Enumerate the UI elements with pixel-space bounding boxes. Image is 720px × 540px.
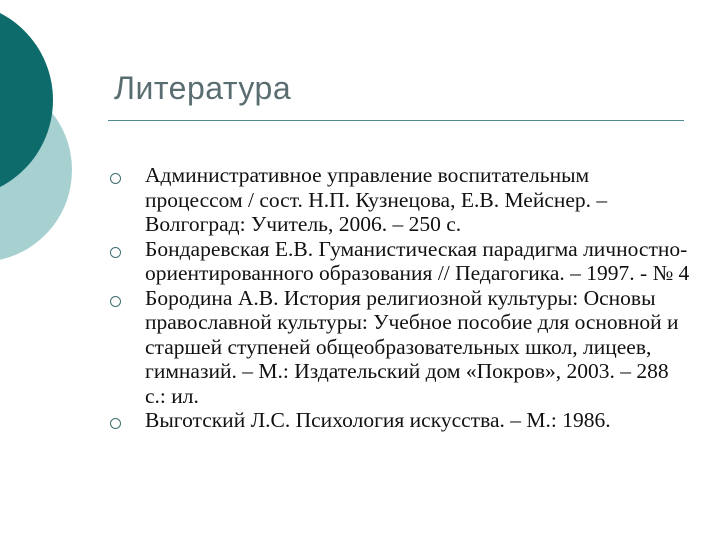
hollow-circle-icon [110,296,121,307]
list-item [110,163,690,237]
slide-title: Литература [114,70,292,106]
hollow-circle-icon [110,173,121,184]
list-item-text: Выготский Л.С. Психология искусства. – М.: 1986. [145,408,611,432]
list-item [110,408,690,433]
title-divider [108,120,684,121]
hollow-circle-icon [110,418,121,429]
list-item-text: Бондаревская Е.В. Гуманистическая парадигма личностно-ориентированного образования // Педагогика. – 1997. - № 4 [145,236,690,285]
list-item [110,237,690,286]
hollow-circle-icon [110,247,121,258]
bibliography-list [110,163,690,433]
decorative-circles [0,0,90,280]
list-item [110,286,690,409]
decorative-circles-graphic [0,0,90,280]
list-item-text: Административное управление воспитательным процессом / сост. Н.П. Кузнецова, Е.В. Мейснер. – Волгоград: Учитель, 2006. – 250 с. [145,163,608,236]
list-item-text: Бородина А.В. История религиозной культуры: Основы православной культуры: Учебное пособие для основной и старшей ступеней общеобразовательных школ, лицеев, гимназий. – М.: Издательский дом «Покров», 2003. – 288 с.: ил. [145,285,679,408]
